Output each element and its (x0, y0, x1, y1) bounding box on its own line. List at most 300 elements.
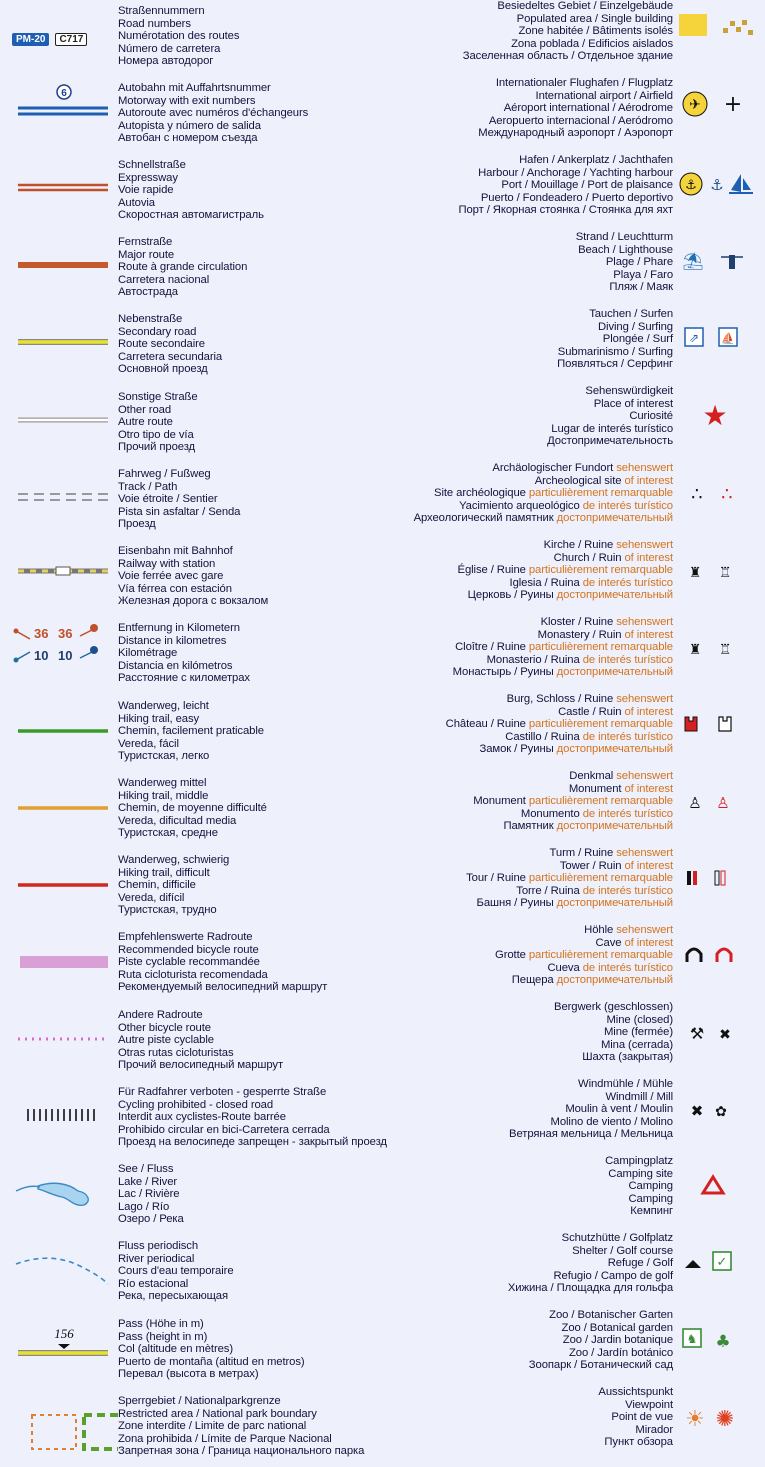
legend-label: Piste cyclable recommandée (118, 956, 260, 969)
legend-label: Озеро / Река (118, 1213, 184, 1226)
legend-label: Secondary road (118, 325, 197, 338)
legend-label: Fernstraße (118, 236, 173, 248)
legend-label-text: Zoo / Botanischer Garten (549, 1309, 673, 1321)
legend-label: Wanderweg, schwierig (118, 854, 230, 866)
legend-label (383, 321, 673, 334)
legend-row-shelter-golf (383, 1232, 765, 1309)
legend-label-text: Заселенная область / Отдельное здание (462, 50, 673, 63)
populated-area-symbol (675, 0, 759, 77)
legend-label (383, 102, 673, 115)
legend-label-text: Zone habitée / Bâtiments isolés (518, 25, 673, 38)
legend-label (383, 924, 673, 937)
legend-label (383, 1257, 673, 1270)
other-bike-route-symbol (8, 1007, 118, 1084)
legend-label: Recommended bicycle route (118, 943, 259, 956)
interest-qualifier: particulièrement remarquable (528, 718, 673, 731)
legend-label (383, 1205, 673, 1218)
legend-row-windmill (383, 1078, 765, 1155)
legend-label-text: Kloster / Ruine (540, 616, 617, 628)
legend-label-text: Monument (568, 782, 625, 795)
track-path-symbol (8, 466, 118, 543)
legend-label: Vía férrea con estación (118, 582, 232, 595)
legend-row-mountain-pass (0, 1316, 382, 1393)
other-road-symbol (8, 389, 118, 466)
legend-label-text: Zoo / Botanical garden (561, 1321, 673, 1334)
legend-label (383, 435, 673, 448)
legend-label-text: Viewpoint (625, 1398, 673, 1411)
cave-labels (383, 924, 673, 987)
legend-label (383, 512, 673, 525)
legend-label: Autovia (118, 196, 155, 209)
legend-label-text: Порт / Якорная стоянка / Стоянка для яхт (458, 204, 673, 217)
legend-label (383, 629, 673, 642)
legend-label-text: Kirche / Ruine (543, 539, 617, 551)
legend-label: Carretera nacional (118, 273, 210, 286)
svg-text:☀: ☀ (685, 1407, 705, 1432)
legend-label (383, 743, 673, 756)
hiking-difficult-symbol (8, 852, 118, 929)
legend-label (383, 1116, 673, 1129)
hiking-easy-symbol (8, 698, 118, 775)
legend-label-text: Submarinismo / Surfing (557, 345, 673, 358)
legend-label-text: Site archéologique (434, 487, 529, 500)
railway-labels (118, 545, 380, 608)
legend-label-text: Башня / Руины (476, 897, 557, 910)
legend-label-text: Refugio / Campo de golf (553, 1269, 673, 1282)
interest-qualifier: de interés turístico (582, 807, 673, 820)
legend-label: Zone interdite / Limite de parc national (118, 1420, 307, 1433)
legend-label: Lago / Río (118, 1200, 170, 1213)
interest-qualifier: sehenswert (616, 847, 673, 859)
legend-label: Pass (Höhe in m) (118, 1318, 204, 1330)
legend-label (383, 872, 673, 885)
interest-qualifier: sehenswert (616, 693, 673, 705)
legend-label: Schnellstraße (118, 159, 186, 171)
legend-label (383, 616, 673, 629)
legend-label: Voie étroite / Sentier (118, 493, 218, 506)
legend-row-major-route (0, 234, 382, 311)
legend-label (383, 1436, 673, 1449)
interest-qualifier: of interest (624, 782, 673, 795)
legend-row-secondary-road (0, 311, 382, 389)
legend-row-tower-ruin (383, 847, 765, 924)
legend-label: Eisenbahn mit Bahnhof (118, 545, 233, 557)
legend-label-text: Зоопарк / Ботанический сад (528, 1359, 673, 1372)
exit-number-label: 6 (61, 88, 67, 99)
legend-label: Прочий проезд (118, 441, 196, 454)
legend-label (383, 706, 673, 719)
right-legend-column (383, 0, 765, 1467)
monument-labels (383, 770, 673, 833)
legend-label (383, 1091, 673, 1104)
legend-label: Expressway (118, 171, 178, 184)
legend-label-text: Пляж / Маяк (609, 281, 673, 294)
legend-label: Chemin, difficile (118, 879, 196, 892)
legend-row-mine (383, 1001, 765, 1078)
legend-label: Автобан с номером съезда (118, 132, 258, 145)
interest-qualifier: sehenswert (616, 539, 673, 551)
restricted-area-labels (118, 1395, 380, 1458)
legend-label: Route à grande circulation (118, 261, 248, 274)
legend-label: Puerto de montaña (altitud en metros) (118, 1355, 305, 1368)
windmill-symbol (675, 1078, 759, 1155)
legend-label-text: Cueva (547, 961, 583, 974)
legend-label (383, 50, 673, 63)
hiking-middle-labels (118, 777, 380, 840)
legend-label-text: Windmühle / Mühle (578, 1078, 673, 1090)
legend-row-hiking-difficult (0, 852, 382, 929)
svg-text:+: + (723, 92, 743, 117)
legend-label-text: Археологический памятник (413, 512, 557, 525)
legend-label: Fluss periodisch (118, 1240, 199, 1252)
legend-label (383, 577, 673, 590)
legend-row-church-ruin (383, 539, 765, 616)
legend-label (383, 654, 673, 667)
legend-label-text: Tower / Ruin (559, 859, 625, 872)
secondary-road-symbol (8, 311, 118, 389)
legend-label-text: Plage / Phare (605, 256, 673, 269)
legend-label (383, 885, 673, 898)
legend-label: Road numbers (118, 17, 191, 30)
legend-label (383, 204, 673, 217)
legend-label-text: Cloître / Ruine (455, 641, 529, 654)
svg-text:✺: ✺ (715, 1407, 735, 1432)
legend-label: Перевал (высота в метрах) (118, 1368, 259, 1381)
legend-label (383, 718, 673, 731)
legend-row-place-of-interest (383, 385, 765, 462)
legend-row-camping (383, 1155, 765, 1232)
legend-label (383, 1309, 673, 1322)
legend-label: Cours d'eau temporaire (118, 1265, 234, 1278)
legend-label-text: Internationaler Flughafen / Flugplatz (495, 77, 673, 89)
svg-text:✈: ✈ (689, 97, 701, 113)
legend-label: Straßennummern (118, 5, 205, 17)
legend-label-text: Playa / Faro (613, 268, 673, 281)
legend-label (383, 641, 673, 654)
legend-label: Número de carretera (118, 42, 221, 55)
legend-label-text: Camping (628, 1180, 673, 1193)
shelter-golf-labels (383, 1232, 673, 1295)
legend-label (383, 462, 673, 475)
legend-label (383, 358, 673, 371)
pass-height-label: 156 (54, 1326, 74, 1341)
legend-label: Туристская, средне (118, 827, 218, 840)
svg-text:♖: ♖ (718, 565, 732, 581)
legend-label: Other bicycle route (118, 1021, 211, 1034)
legend-label: Major route (118, 248, 175, 261)
legend-label (383, 1386, 673, 1399)
legend-row-periodical-river (0, 1238, 382, 1316)
legend-row-restricted-area (0, 1393, 382, 1467)
legend-label: Wanderweg, leicht (118, 700, 209, 712)
restricted-area-symbol (8, 1393, 118, 1467)
legend-label (383, 1014, 673, 1027)
periodical-river-labels (118, 1240, 380, 1303)
legend-label-text: Diving / Surfing (597, 320, 673, 333)
interest-qualifier: particulièrement remarquable (528, 949, 673, 962)
legend-label-text: Bergwerk (geschlossen) (554, 1001, 673, 1013)
legend-label (383, 333, 673, 346)
legend-label-text: Puerto / Fondeadero / Puerto deportivo (480, 191, 673, 204)
legend-label: Otro tipo de vía (118, 428, 194, 441)
legend-label (383, 1155, 673, 1168)
legend-label: Hiking trail, middle (118, 789, 209, 802)
legend-label (383, 1424, 673, 1437)
legend-label: Autoroute avec numéros d'échangeurs (118, 107, 309, 120)
viewpoint-symbol (675, 1386, 759, 1467)
legend-label-text: Mina (cerrada) (600, 1038, 673, 1051)
legend-label (383, 231, 673, 244)
legend-row-track-path (0, 466, 382, 543)
legend-label: Voie rapide (118, 184, 174, 197)
legend-label-text: Monument (473, 795, 529, 808)
legend-label (383, 346, 673, 359)
legend-label: Other road (118, 403, 172, 416)
interest-qualifier: de interés turístico (582, 499, 673, 512)
populated-area-labels (383, 0, 673, 63)
legend-label (383, 1128, 673, 1141)
legend-label: Distancia en kilómetros (118, 659, 233, 672)
svg-text:∴: ∴ (691, 484, 703, 505)
interest-qualifier: de interés turístico (582, 961, 673, 974)
major-route-labels (118, 236, 380, 299)
legend-label-text: Появляться / Серфинг (557, 358, 673, 371)
legend-label: Hiking trail, difficult (118, 866, 210, 879)
legend-label-text: Пункт обзора (604, 1436, 673, 1449)
legend-label: Автострада (118, 286, 178, 299)
legend-label-text: Monasterio / Ruina (486, 653, 583, 666)
legend-label (383, 1359, 673, 1372)
legend-row-zoo-garden (383, 1309, 765, 1386)
legend-label-text: Aéroport international / Aérodrome (503, 102, 673, 115)
legend-label-text: Denkmal (569, 770, 617, 782)
harbour-labels (383, 154, 673, 217)
legend-row-harbour (383, 154, 765, 231)
monument-symbol (675, 770, 759, 847)
interest-qualifier: достопримечательный (556, 666, 673, 679)
legend-label (383, 410, 673, 423)
legend-label-text: International airport / Airfield (535, 89, 673, 102)
legend-label (383, 487, 673, 500)
legend-label-text: Aeropuerto internacional / Aeródromo (488, 114, 673, 127)
legend-label: Railway with station (118, 557, 216, 570)
legend-label-text: Archäologischer Fundort (492, 462, 617, 474)
legend-label (383, 731, 673, 744)
legend-label (383, 500, 673, 513)
interest-qualifier: particulièrement remarquable (528, 872, 673, 885)
legend-label-text: Zoo / Jardín botánico (568, 1346, 673, 1359)
legend-label-text: Castillo / Ruina (505, 730, 583, 743)
interest-qualifier: de interés turístico (582, 653, 673, 666)
legend-label-text: Point de vue (611, 1411, 673, 1424)
legend-label (383, 398, 673, 411)
legend-label (383, 860, 673, 873)
svg-text:⛱: ⛱ (682, 252, 704, 272)
legend-label-text: Shelter / Golf course (572, 1244, 673, 1257)
legend-row-expressway (0, 157, 382, 234)
legend-label-text: Mine (closed) (606, 1013, 673, 1026)
track-path-labels (118, 468, 380, 531)
road-numbers-symbol (8, 3, 118, 80)
interest-qualifier: particulièrement remarquable (528, 795, 673, 808)
legend-label-text: Ветряная мельница / Мельница (509, 1128, 673, 1141)
svg-text:⚒: ⚒ (689, 1024, 705, 1043)
legend-label-text: Mine (fermée) (603, 1026, 673, 1039)
legend-label (383, 1180, 673, 1193)
camping-symbol (675, 1155, 759, 1232)
legend-label: Andere Radroute (118, 1009, 203, 1021)
windmill-labels (383, 1078, 673, 1141)
legend-label: Sperrgebiet / Nationalparkgrenze (118, 1395, 281, 1407)
motorway-labels (118, 82, 380, 145)
harbour-symbol (675, 154, 759, 231)
legend-row-lake-river (0, 1161, 382, 1238)
interest-qualifier: of interest (624, 859, 673, 872)
legend-label-text: Besiedeltes Gebiet / Einzelgebäude (497, 0, 673, 12)
legend-label-text: Памятник (503, 820, 557, 833)
legend-label (383, 1411, 673, 1424)
legend-label (383, 90, 673, 103)
legend-label (383, 1168, 673, 1181)
legend-label: Основной проезд (118, 363, 208, 376)
legend-label: Zona prohibida / Límite de Parque Nacional (118, 1432, 332, 1445)
interest-qualifier: de interés turístico (582, 730, 673, 743)
legend-label (383, 1026, 673, 1039)
cave-symbol (675, 924, 759, 1001)
legend-label-text: Camping site (608, 1167, 673, 1180)
svg-text:✿: ✿ (715, 1104, 727, 1120)
legend-label: Vereda, fácil (118, 737, 179, 750)
other-road-labels (118, 391, 380, 454)
legend-label (383, 552, 673, 565)
camping-labels (383, 1155, 673, 1218)
legend-label (383, 475, 673, 488)
legend-label: Für Radfahrer verboten - gesperrte Straße (118, 1086, 327, 1098)
svg-text:⇗: ⇗ (688, 331, 700, 345)
legend-label: Hiking trail, easy (118, 712, 200, 725)
legend-label (383, 666, 673, 679)
interest-qualifier: of interest (624, 705, 673, 718)
legend-label: Pista sin asfaltar / Senda (118, 505, 241, 518)
legend-row-viewpoint (383, 1386, 765, 1467)
legend-label-text: Schutzhütte / Golfplatz (561, 1232, 673, 1244)
svg-text:♞: ♞ (686, 1332, 698, 1346)
interest-qualifier: достопримечательный (556, 589, 673, 602)
legend-label-text: Molino de viento / Molino (550, 1115, 673, 1128)
interest-qualifier: particulièrement remarquable (528, 641, 673, 654)
legend-label-text: Port / Mouillage / Port de plaisance (501, 179, 673, 192)
legend-label-text: Place of interest (593, 397, 673, 410)
legend-label-text: Château / Ruine (445, 718, 529, 731)
legend-label: Расстояние с километрах (118, 672, 250, 685)
svg-text:♜: ♜ (688, 642, 702, 658)
interest-qualifier: sehenswert (616, 462, 673, 474)
legend-label (383, 192, 673, 205)
legend-label: Fahrweg / Fußweg (118, 468, 211, 480)
legend-label (383, 77, 673, 90)
legend-label-text: Curiosité (629, 410, 673, 423)
svg-text:✖: ✖ (690, 1102, 704, 1120)
legend-label-text: Международный аэропорт / Аэропорт (478, 127, 673, 140)
legend-label (383, 281, 673, 294)
legend-row-hiking-easy (0, 698, 382, 775)
legend-label (383, 0, 673, 13)
interest-qualifier: sehenswert (616, 924, 673, 936)
legend-label-text: Torre / Ruina (516, 884, 583, 897)
legend-label (383, 949, 673, 962)
legend-label: Autre route (118, 416, 173, 429)
legend-label (383, 244, 673, 257)
legend-label (383, 1282, 673, 1295)
legend-row-cycling-prohibited (0, 1084, 387, 1161)
legend-row-archaeological-site (383, 462, 765, 539)
interest-qualifier: of interest (624, 551, 673, 564)
archaeological-site-labels (383, 462, 673, 525)
distance-label: 10 (58, 648, 73, 663)
legend-label: Проезд (118, 518, 156, 531)
legend-row-road-numbers (0, 3, 382, 80)
svg-text:⚓: ⚓ (685, 178, 697, 193)
legend-label-text: Monastery / Ruin (537, 628, 625, 641)
legend-label (383, 1078, 673, 1091)
legend-row-beach-lighthouse (383, 231, 765, 308)
legend-label: Скоростная автомагистраль (118, 209, 264, 222)
legend-label-text: Tauchen / Surfen (589, 308, 673, 320)
legend-label-text: Turm / Ruine (549, 847, 617, 859)
legend-label: Lac / Rivière (118, 1188, 180, 1201)
legend-label: Nebenstraße (118, 313, 183, 325)
legend-label (383, 847, 673, 860)
cycling-prohibited-labels (118, 1086, 387, 1149)
interest-qualifier: particulièrement remarquable (528, 487, 673, 500)
zoo-garden-labels (383, 1309, 673, 1372)
legend-label: Chemin, de moyenne difficulté (118, 802, 267, 815)
interest-qualifier: of interest (624, 936, 673, 949)
monastery-ruin-labels (383, 616, 673, 679)
legend-row-diving-surfing (383, 308, 765, 385)
expressway-symbol (8, 157, 118, 234)
legend-label (383, 1193, 673, 1206)
viewpoint-labels (383, 1386, 673, 1449)
road-numbers-labels (118, 5, 380, 68)
legend-label: Проезд на велосипеде запрещен - закрытый проезд (118, 1136, 387, 1149)
legend-label: Chemin, facilement praticable (118, 725, 264, 738)
distance-label: 36 (58, 626, 73, 641)
legend-label: Interdit aux cyclistes-Route barrée (118, 1111, 286, 1124)
secondary-road-labels (118, 313, 380, 376)
legend-row-distance (0, 620, 382, 698)
legend-label: Запретная зона / Граница национального парка (118, 1445, 365, 1458)
legend-label-text: Достопримечательность (547, 435, 673, 448)
legend-label: Туристская, легко (118, 750, 210, 763)
interest-qualifier: of interest (624, 474, 673, 487)
lake-river-symbol (8, 1161, 118, 1238)
legend-label: Рекомендуемый велосипедний маршрут (118, 981, 328, 994)
legend-label (383, 564, 673, 577)
legend-label: Entfernung in Kilometern (118, 622, 240, 634)
airport-symbol (675, 77, 759, 154)
legend-row-recommended-bike-route (0, 929, 382, 1007)
lake-river-labels (118, 1163, 380, 1226)
legend-label-text: Höhle (584, 924, 617, 936)
legend-label (383, 820, 673, 833)
legend-label-text: Zoo / Jardin botanique (562, 1334, 673, 1347)
castle-ruin-symbol (675, 693, 759, 770)
tower-ruin-symbol (675, 847, 759, 924)
legend-label (383, 13, 673, 26)
legend-row-monument (383, 770, 765, 847)
beach-lighthouse-symbol (675, 231, 759, 308)
